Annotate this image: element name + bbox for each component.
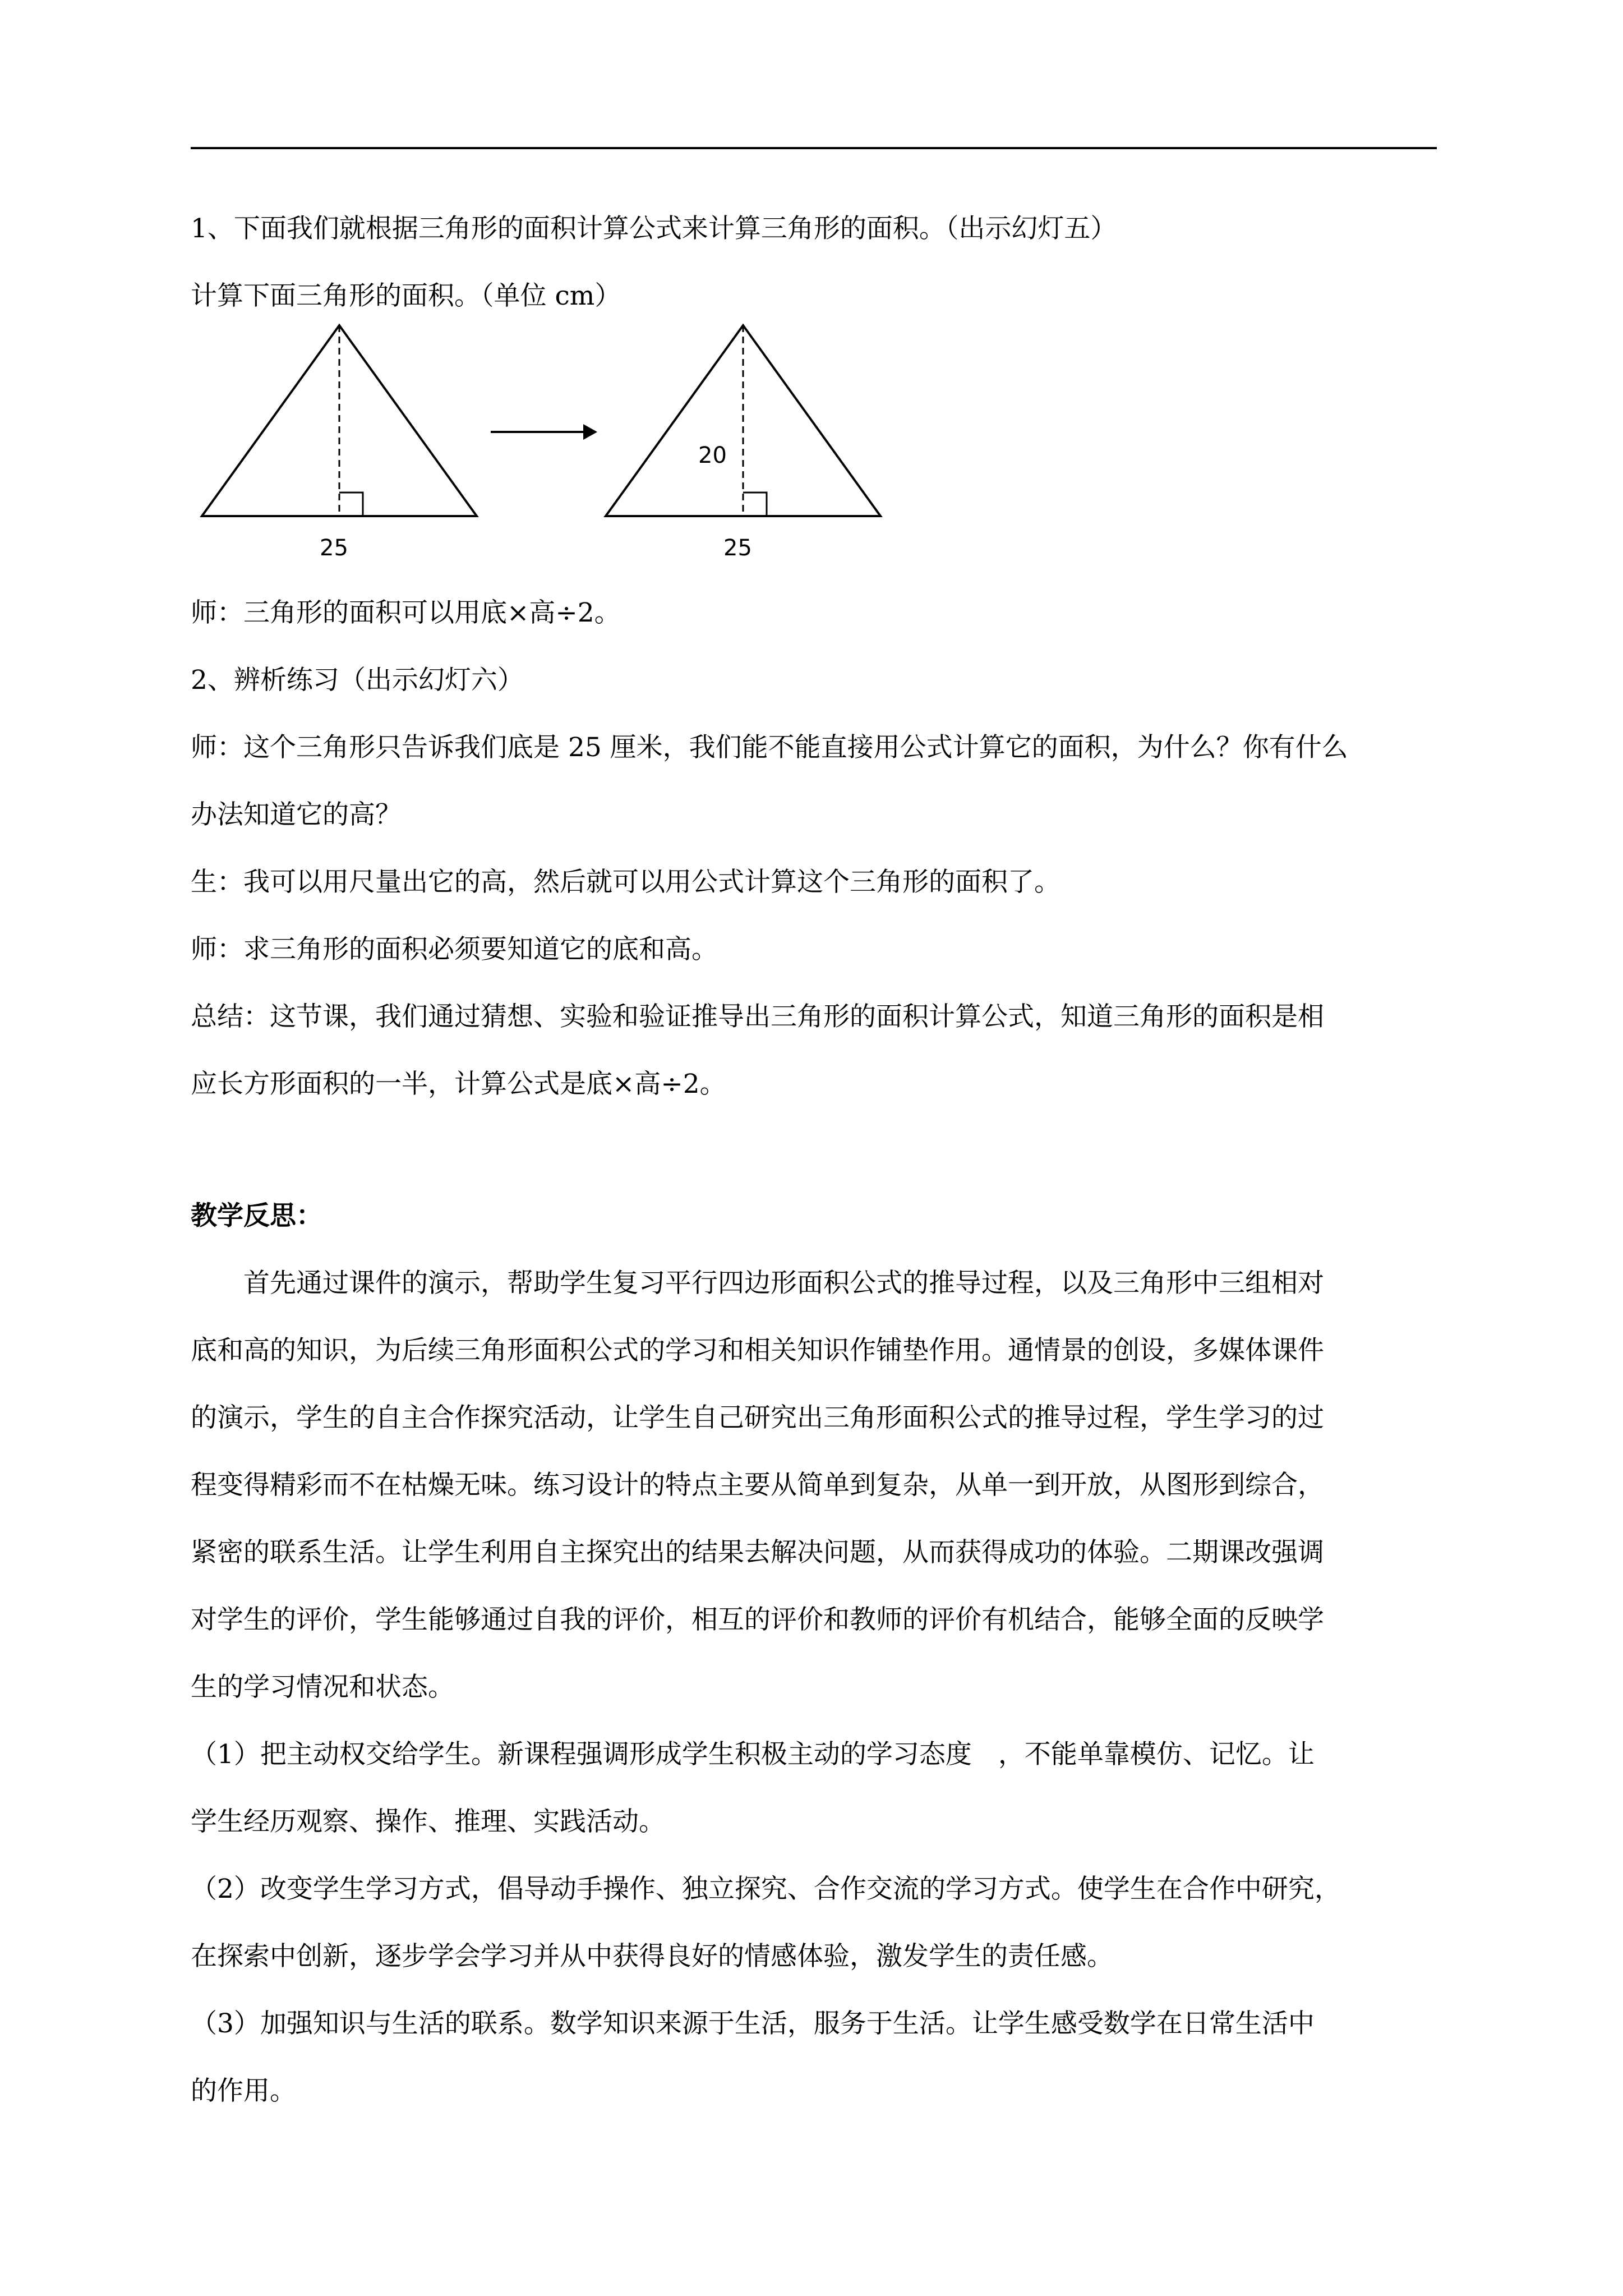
section-heading: 教学反思： — [191, 1200, 322, 1231]
text-line: 程变得精彩而不在枯燥无味。练习设计的特点主要从简单到复杂，从单一到开放，从图形到综合， — [191, 1470, 1324, 1501]
text-line: 1、下面我们就根据三角形的面积计算公式来计算三角形的面积。（出示幻灯五） — [191, 213, 1117, 244]
right-height-label: 20 — [698, 443, 727, 468]
text-line: （3）加强知识与生活的联系。数学知识来源于生活，服务于生活。让学生感受数学在日常生活中 — [191, 2008, 1315, 2039]
text-line: 计算下面三角形的面积。（单位 cm） — [191, 280, 621, 311]
header-rule — [191, 147, 1437, 149]
triangle-figure — [191, 320, 897, 567]
text-line: 办法知道它的高？ — [191, 799, 402, 830]
text-line: 的作用。 — [191, 2076, 296, 2106]
text-line: 紧密的联系生活。让学生利用自主探究出的结果去解决问题，从而获得成功的体验。二期课改强调 — [191, 1537, 1324, 1568]
text-line: （2）改变学生学习方式，倡导动手操作、独立探究、合作交流的学习方式。使学生在合作中研究， — [191, 1874, 1341, 1904]
text-line: 应长方形面积的一半，计算公式是底×高÷2。 — [191, 1069, 726, 1099]
triangle-diagram — [191, 320, 897, 567]
left-right-angle-mark — [339, 493, 363, 516]
text-line: 的演示，学生的自主合作探究活动，让学生自己研究出三角形面积公式的推导过程，学生学习的过 — [191, 1402, 1324, 1433]
text-line: 首先通过课件的演示，帮助学生复习平行四边形面积公式的推导过程，以及三角形中三组相对 — [191, 1268, 1324, 1299]
text-line: 2、辨析练习（出示幻灯六） — [191, 665, 524, 696]
text-line: 生：我可以用尺量出它的高，然后就可以用公式计算这个三角形的面积了。 — [191, 867, 1061, 898]
arrow-head — [583, 424, 597, 440]
text-line: 对学生的评价，学生能够通过自我的评价，相互的评价和教师的评价有机结合，能够全面的反映学 — [191, 1604, 1324, 1635]
right-right-angle-mark — [743, 493, 767, 516]
text-line: 在探索中创新，逐步学会学习并从中获得良好的情感体验，激发学生的责任感。 — [191, 1941, 1113, 1972]
text-line: 师：求三角形的面积必须要知道它的底和高。 — [191, 934, 718, 965]
text-line: （1）把主动权交给学生。新课程强调形成学生积极主动的学习态度 ，不能单靠模仿、记忆。让 — [191, 1739, 1315, 1770]
left-base-label: 25 — [320, 535, 348, 561]
text-line: 总结：这节课，我们通过猜想、实验和验证推导出三角形的面积计算公式，知道三角形的面积是相 — [191, 1001, 1324, 1032]
text-line: 学生经历观察、操作、推理、实践活动。 — [191, 1806, 665, 1837]
text-line: 师：三角形的面积可以用底×高÷2。 — [191, 597, 621, 628]
right-base-label: 25 — [723, 535, 752, 561]
text-line: 师：这个三角形只告诉我们底是 25 厘米，我们能不能直接用公式计算它的面积，为什么？你有什么 — [191, 732, 1348, 763]
text-line: 生的学习情况和状态。 — [191, 1672, 454, 1703]
text-line: 底和高的知识，为后续三角形面积公式的学习和相关知识作铺垫作用。通情景的创设，多媒体课件 — [191, 1335, 1324, 1366]
